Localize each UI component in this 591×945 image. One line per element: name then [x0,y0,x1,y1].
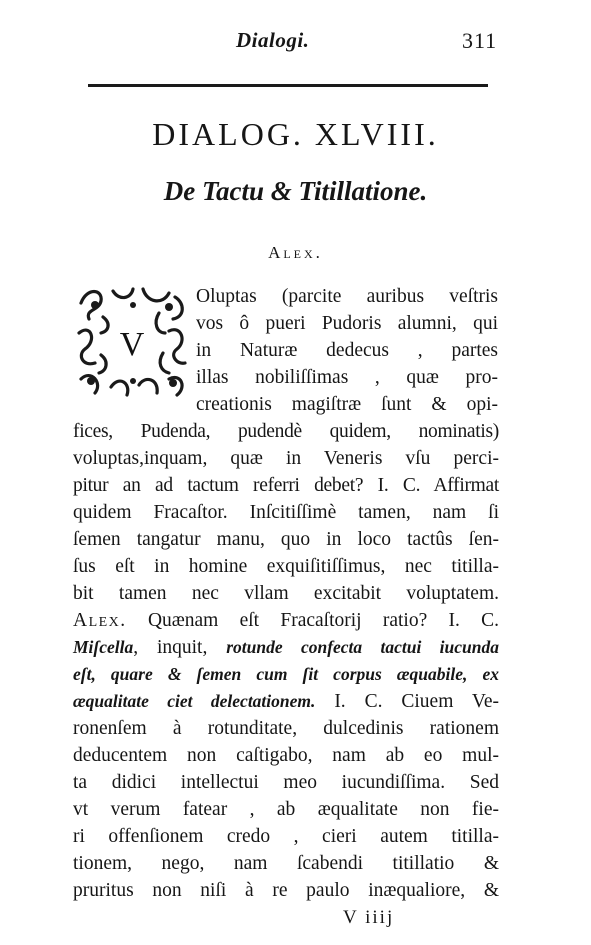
text-line-6: fices, Pudenda, pudendè quidem, nominatis) [73,421,499,442]
text-line-14 [73,638,499,658]
text-line-2: vos ô pueri Pudoris alumni, qui [196,313,498,334]
text-line-23: pruritus non niſi à re paulo inæqualiore, & [73,880,499,901]
text-line-7: voluptas,inquam, quæ in Veneris vſu perci- [73,448,499,469]
text-line-8: pitur an ad tactum referri debet? I. C. Affirmat [73,475,499,496]
text-line-17: ronenſem à rotunditate, dulcedinis rationem [73,718,499,739]
text-line-10: ſemen tangatur manu, quo in loco tactûs ſen- [73,529,499,550]
running-head: Dialogi. [236,28,310,52]
italic-segment: Miſcella [73,637,134,657]
signature-mark: V iiij [343,907,395,928]
text-line-18: deducentem non caſtigabo, nam ab eo mul- [73,745,499,766]
text-segment: I. C. Ciuem Ve- [334,691,499,712]
dialog-title: DIALOG. XLVIII. [152,116,439,152]
svg-text:V: V [119,326,145,363]
speaker-heading: Alex. [268,243,323,262]
text-segment: , inquit, [133,637,208,658]
text-segment: Quænam eſt Fracaſtorij ratio? I. C. [147,610,499,631]
text-line-22: tionem, nego, nam ſcabendi titillatio & [73,853,499,874]
text-line-11: ſus eſt in homine exquiſitiſſimus, nec titilla- [73,556,499,577]
text-line-9: quidem Fracaſtor. Inſcitiſſimè tamen, nam ſi [73,502,499,523]
ornamental-initial-icon [73,283,191,401]
text-line-16 [73,692,499,712]
drop-cap-ornament [73,283,191,401]
text-line-4: illas nobiliſſimas , quæ pro- [196,367,498,388]
page-number: 311 [462,28,498,53]
text-line-1: Oluptas (parcite auribus veſtris [196,286,498,307]
italic-segment: æqualitate ciet delectationem. [73,691,316,711]
dialog-subtitle: De Tactu & Titillatione. [163,176,428,206]
header-rule [88,84,488,87]
text-line-3: in Naturæ dedecus , partes [196,340,498,361]
text-line-19: ta didici intellectui meo iucundiſſima. Sed [73,772,499,793]
text-line-5: creationis magiſtræ ſunt & opi- [196,394,498,415]
text-line-20: vt verum fatear , ab æqualitate non fie- [73,799,499,820]
italic-segment: rotunde confecta tactui iucunda [226,637,499,657]
text-line-21: ri offenſionem credo , cieri autem titilla- [73,826,499,847]
text-line-13 [73,611,499,631]
speaker-label: Alex. [73,610,127,631]
text-line-12: bit tamen nec vllam excitabit voluptatem. [73,583,499,604]
text-line-15: eſt, quare & ſemen cum ſit corpus æquabile, ex [73,664,499,684]
